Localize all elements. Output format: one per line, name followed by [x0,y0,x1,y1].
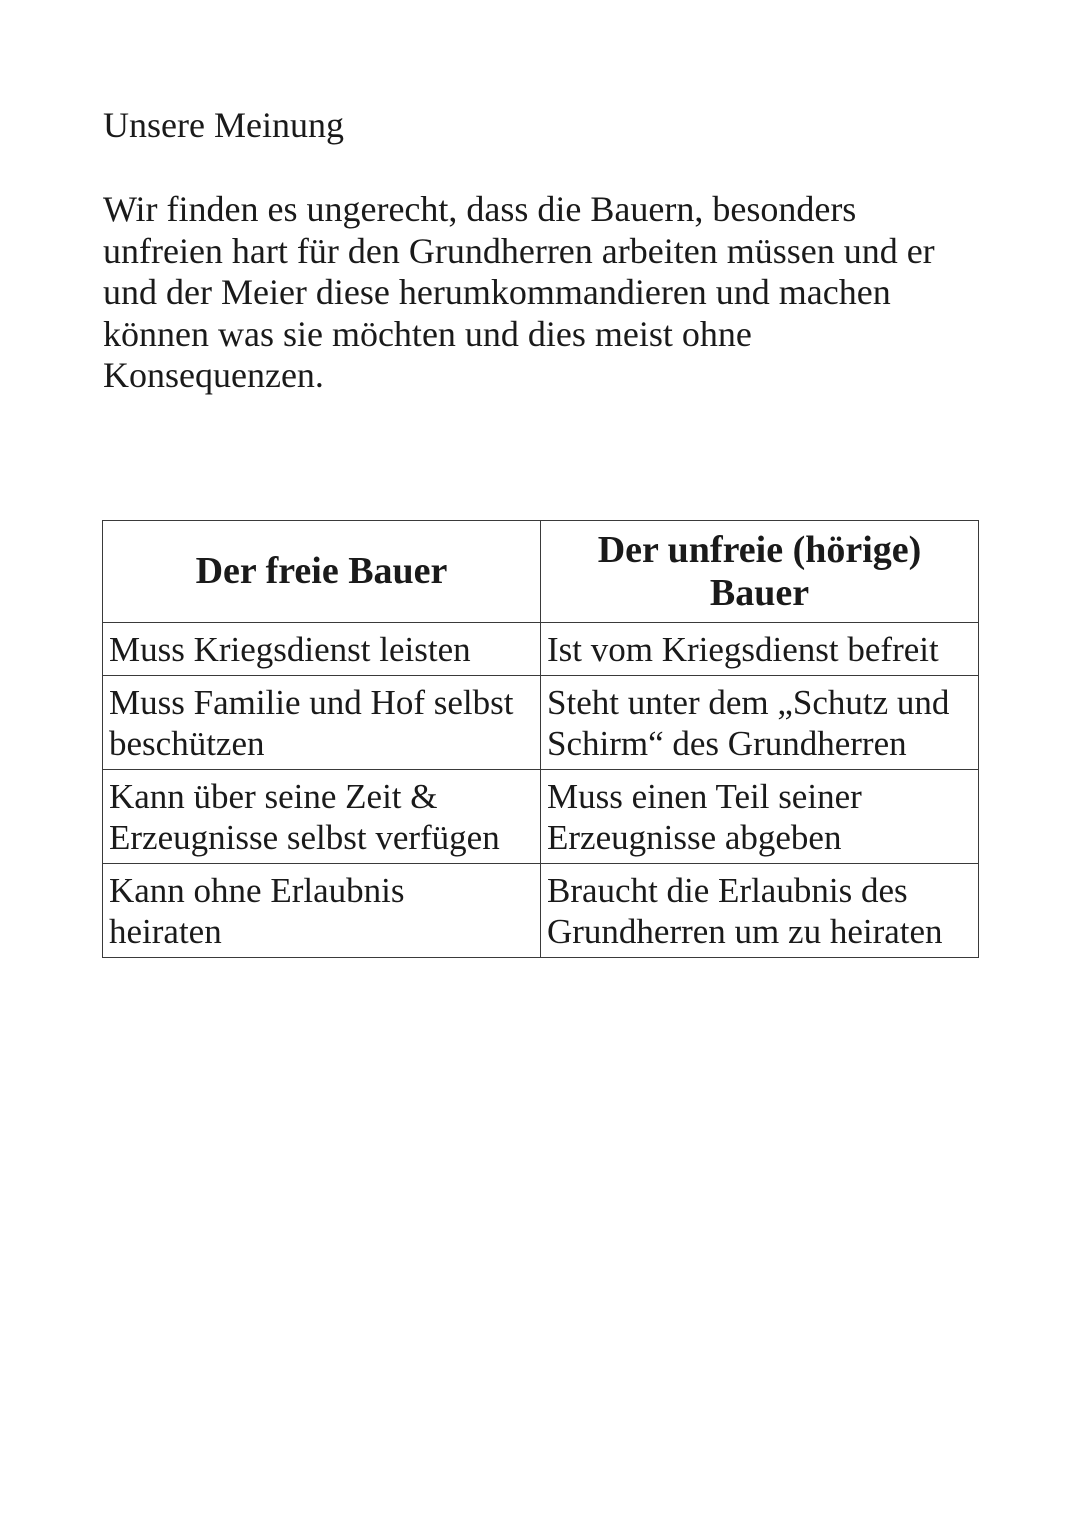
paragraph-line: unfreien hart für den Grundherren arbeiten müssen und er [103,230,935,271]
header-line: Der freie Bauer [195,550,448,592]
cell-line: Erzeugnisse abgeben [547,818,842,857]
cell-line: Schirm“ des Grundherren [547,724,907,763]
cell-line: Kann ohne Erlaubnis [109,870,405,910]
header-line: Der unfreie (hörige) [597,528,922,571]
header-free-farmer [103,521,541,623]
table-row [103,623,979,676]
cell-line: beschützen [109,724,265,763]
cell-line: Muss Kriegsdienst leisten [109,630,471,669]
comparison-table [102,520,979,958]
cell-free [103,863,541,957]
table-row [103,675,979,769]
cell-line: Steht unter dem „Schutz und [547,682,950,722]
header-line: Bauer [709,571,810,614]
cell-line: Ist vom Kriegsdienst befreit [547,630,939,669]
table-row [103,863,979,957]
cell-line: Erzeugnisse selbst verfügen [109,818,500,857]
cell-line: Braucht die Erlaubnis des [547,870,908,910]
table-row [103,769,979,863]
cell-free [103,675,541,769]
cell-line: Muss Familie und Hof selbst [109,682,514,722]
paragraph-line: können was sie möchten und dies meist ohne [103,313,752,354]
section-heading: Unsere Meinung [103,105,344,145]
cell-line: Grundherren um zu heiraten [547,912,943,951]
cell-line: Muss einen Teil seiner [547,776,862,816]
cell-unfree [541,623,979,676]
cell-unfree [541,675,979,769]
cell-free [103,769,541,863]
header-unfree-farmer [541,521,979,623]
cell-line: heiraten [109,912,222,951]
cell-line: Kann über seine Zeit & [109,776,438,816]
opinion-paragraph [103,189,983,397]
cell-free [103,623,541,676]
paragraph-line: und der Meier diese herumkommandieren und machen [103,272,891,312]
cell-unfree [541,863,979,957]
paragraph-line: Wir finden es ungerecht, dass die Bauern, besonders [103,189,857,229]
cell-unfree [541,769,979,863]
table-header-row [103,521,979,623]
paragraph-line: Konsequenzen. [103,355,324,395]
